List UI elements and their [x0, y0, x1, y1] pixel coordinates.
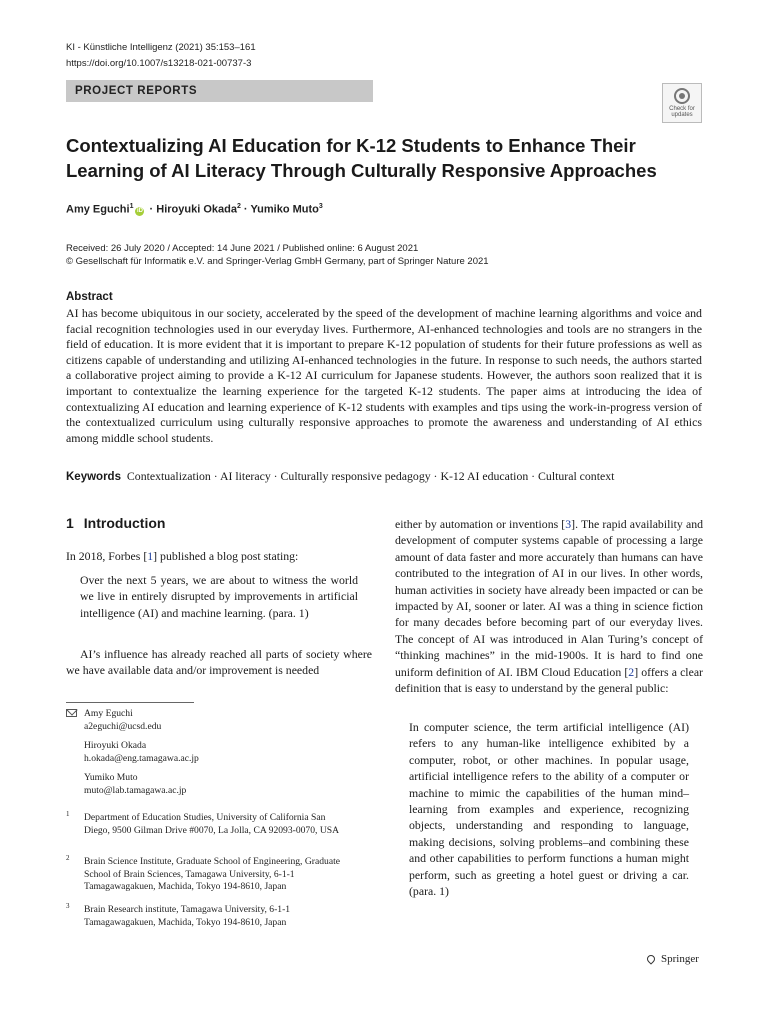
- publisher-name: Springer: [661, 953, 699, 965]
- citation-link[interactable]: 1: [147, 549, 154, 563]
- contact-name: Yumiko Muto: [84, 772, 138, 783]
- block-quote-forbes: Over the next 5 years, we are about to witness the world we live in entirely disrupted by improvements in artificial intelligence (AI) and machine learning. (para. 1): [80, 573, 358, 620]
- dates-line: Received: 26 July 2020 / Accepted: 14 June 2021 / Published online: 6 August 2021: [66, 243, 419, 254]
- author-separator: ·: [146, 203, 157, 216]
- intro-paragraph-2: [66, 646, 372, 679]
- doi-link[interactable]: https://doi.org/10.1007/s13218-021-00737-3: [66, 58, 252, 69]
- contact-name: Hiroyuki Okada: [84, 740, 147, 751]
- publication-dates: [66, 242, 489, 268]
- affiliation-number: 3: [66, 902, 70, 910]
- author-affil-mark: 2: [236, 203, 241, 210]
- author-name[interactable]: Hiroyuki Okada: [156, 203, 237, 216]
- contact-block: [84, 772, 186, 797]
- contact-block: [84, 740, 199, 765]
- check-updates-icon: [674, 88, 690, 104]
- section-title: Introduction: [83, 515, 166, 531]
- citation-link[interactable]: 3: [565, 517, 572, 531]
- footnote-divider: [66, 702, 194, 703]
- keywords-label: Keywords: [66, 471, 121, 483]
- affiliation-number: 2: [66, 854, 70, 862]
- keywords: [66, 469, 706, 484]
- text-run: In 2018, Forbes [: [66, 549, 148, 563]
- text-run: AI’s influence has already reached all parts of society where we have available data and/or improvement is needed: [66, 647, 372, 678]
- text-run: either by automation or inventions [: [395, 517, 566, 531]
- text-run: ] offers a clear definition that is easy to understand by the general public:: [395, 664, 703, 696]
- keywords-text: Contextualization · AI literacy · Culturally responsive pedagogy · K-12 AI education · Cultural context: [126, 469, 615, 483]
- author-separator: ·: [240, 203, 251, 216]
- text-run: ] published a blog post stating:: [153, 549, 299, 563]
- affiliation-text: Brain Research institute, Tamagawa University, 6-1-1 Tamagawagakuen, Machida, Tokyo 194-8610, Japan: [84, 904, 291, 928]
- contact-email[interactable]: h.okada@eng.tamagawa.ac.jp: [84, 752, 199, 764]
- text-run: ]. The rapid availability and development of computer systems capable of processing a large amount of data faster and more accurately than humans can have contributed to the integration of AI in our lives. In other words, human activities in society have already been impacted or can be impacted by AI, sooner or later. AI was a thing in science fiction for many decades before becoming part of our everyday lives. The concept of AI was introduced in Alan Turing’s concept of “thinking machines” in the mid-1900s. It is hard to find one uniform definition of AI. IBM Cloud Education [: [395, 517, 703, 679]
- section-heading-introduction: [66, 515, 165, 531]
- affiliation-number: 1: [66, 810, 70, 818]
- article-title: Contextualizing AI Education for K-12 Students to Enhance Their Learning of AI Literacy Through Culturally Responsive Approaches: [66, 135, 657, 181]
- contact-email[interactable]: muto@lab.tamagawa.ac.jp: [84, 784, 187, 796]
- author-affil-mark: 1: [129, 203, 134, 210]
- copyright-line: © Gesellschaft für Informatik e.V. and Springer-Verlag GmbH Germany, part of Springer Nature 2021: [66, 256, 489, 267]
- section-label: PROJECT REPORTS: [66, 80, 373, 102]
- intro-paragraph-3: [395, 516, 703, 696]
- check-badge-line1: Check for: [669, 106, 695, 112]
- intro-paragraph-1: [66, 548, 372, 564]
- section-number: 1: [66, 515, 74, 531]
- block-quote-ibm: In computer science, the term artificial intelligence (AI) refers to any human-like intelligence exhibited by a computer, robot, or other machines. In popular usage, artificial intelligence refers to the ability of a computer or machine to mimic the capabilities of the human mind–learning from examples and experience, recognizing objects, understanding and responding to language, making decisions, solving problems–and combining these and other capabilities to perform functions a human might perform, such as greeting a hotel guest or driving a car. (para. 1): [409, 720, 689, 899]
- contact-email[interactable]: a2eguchi@ucsd.edu: [84, 720, 162, 732]
- author-affil-mark: 3: [318, 203, 323, 210]
- contact-block: [84, 708, 161, 733]
- contact-name: Amy Eguchi: [84, 708, 133, 719]
- author-list: [66, 203, 323, 216]
- author-name[interactable]: Amy Eguchi: [66, 203, 130, 216]
- envelope-icon: [66, 709, 77, 717]
- abstract-heading: Abstract: [66, 291, 113, 303]
- citation-link[interactable]: 2: [628, 664, 635, 679]
- journal-header: [66, 40, 256, 72]
- orcid-icon[interactable]: iD: [136, 207, 143, 214]
- check-badge-line2: updates: [671, 112, 693, 118]
- affiliation-text: Department of Education Studies, University of California San Diego, 9500 Gilman Drive #0070, La Jolla, CA 92093-0070, USA: [84, 812, 340, 836]
- journal-citation: KI - Künstliche Intelligenz (2021) 35:153–161: [66, 42, 256, 53]
- affiliation-text: Brain Science Institute, Graduate School of Engineering, Graduate School of Brain Sciences, Tamagawa University, 6-1-1 Tamagawagakuen, Machida, Tokyo 194-8610, Japan: [84, 856, 341, 893]
- author-name[interactable]: Yumiko Muto: [250, 203, 319, 216]
- check-for-updates-badge[interactable]: [662, 83, 702, 123]
- publisher-logo: [646, 953, 699, 965]
- abstract-text: AI has become ubiquitous in our society, accelerated by the speed of the development of machine learning algorithms and voice and facial recognition technologies used in our everyday lives. Furthermore, AI-enhanced technologies and tools are no strangers in the field of education. It is more evident that it is important to prepare K-12 population of students for their future professions as well as citizens capable of understanding and utilizing AI-enhanced technologies in the future. In response to such needs, the authors started a collaborative project aiming to provide a K-12 AI curriculum for Japanese students. However, the authors soon realized that it is important to contextualize the learning experience for the targeted K-12 students. The paper aims at introducing the idea of contextualizing AI education and learning experience of K-12 students with examples and tips using the work-in-progress version of the contextualized curriculum using culturally responsive approaches to promote the awareness and understanding of AI ethics among middle school students.: [66, 306, 702, 445]
- springer-horse-icon: [646, 954, 657, 965]
